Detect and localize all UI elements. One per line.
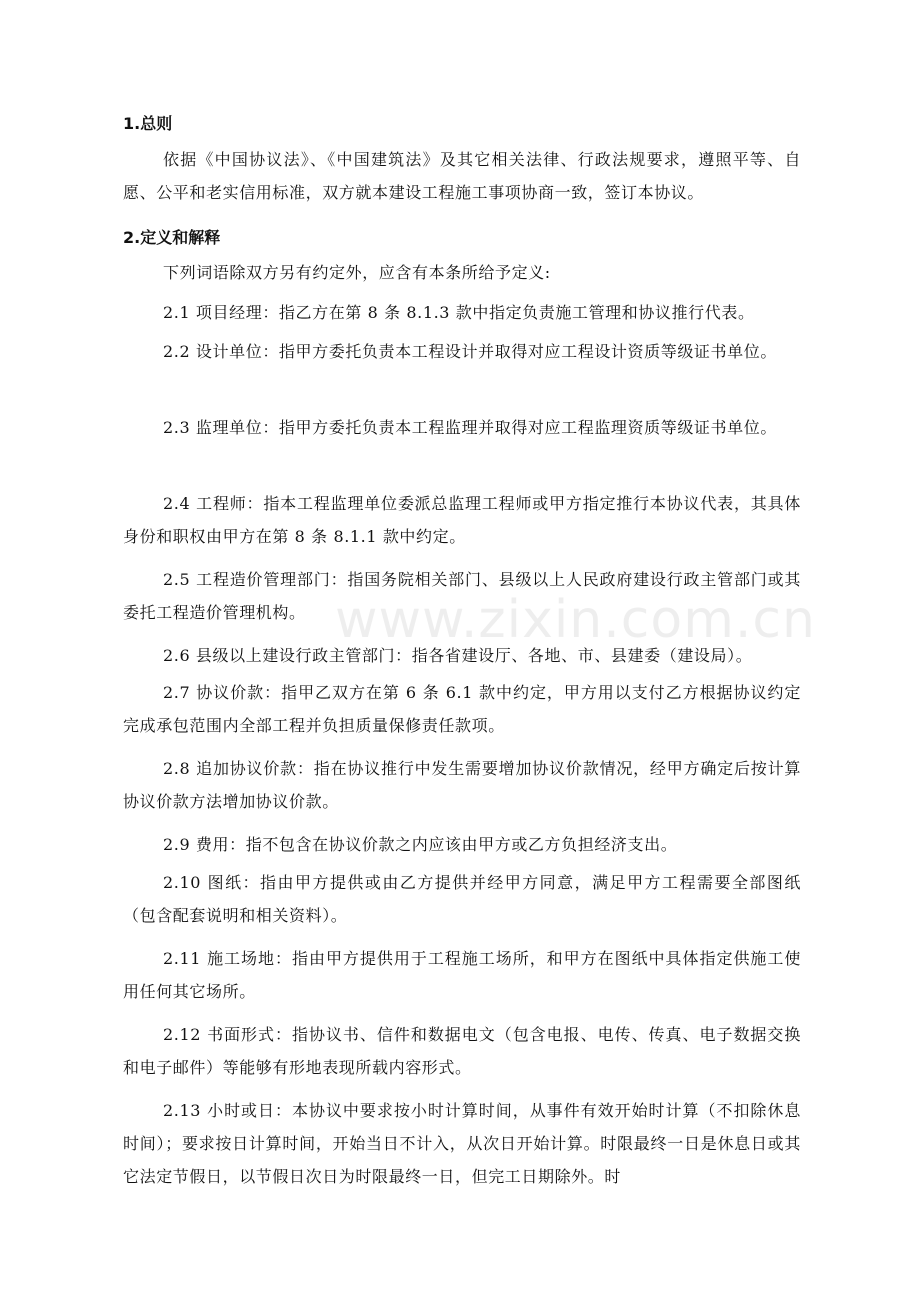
definition-2-10: 2.10 图纸：指由甲方提供或由乙方提供并经甲方同意，满足甲方工程需要全部图纸（包含配套说明和相关资料）。 — [123, 873, 801, 925]
section-1-title: 1.总则 — [123, 114, 173, 133]
definition-2-4: 2.4 工程师：指本工程监理单位委派总监理工程师或甲方指定推行本协议代表，其具体身份和职权由甲方在第 8 条 8.1.1 款中约定。 — [123, 494, 801, 546]
definition-2-11: 2.11 施工场地：指由甲方提供用于工程施工场所，和甲方在图纸中具体指定供施工使用任何其它场所。 — [123, 949, 801, 1001]
definition-2-9: 2.9 费用：指不包含在协议价款之内应该由甲方或乙方负担经济支出。 — [163, 835, 678, 854]
section-1-body: 依据《中国协议法》、《中国建筑法》及其它相关法律、行政法规要求，遵照平等、自愿、公平和老实信用标准，双方就本建设工程施工事项协商一致，签订本协议。 — [123, 150, 801, 202]
section-2-intro: 下列词语除双方另有约定外，应含有本条所给予定义: — [163, 263, 551, 282]
definition-2-7: 2.7 协议价款：指甲乙双方在第 6 条 6.1 款中约定，甲方用以支付乙方根据协议约定完成承包范围内全部工程并负担质量保修责任款项。 — [123, 683, 801, 735]
definition-2-12: 2.12 书面形式：指协议书、信件和数据电文（包含电报、电传、传真、电子数据交换和电子邮件）等能够有形地表现所载内容形式。 — [123, 1025, 801, 1077]
definition-2-2: 2.2 设计单位：指甲方委托负责本工程设计并取得对应工程设计资质等级证书单位。 — [163, 342, 777, 361]
definition-2-3: 2.3 监理单位：指甲方委托负责本工程监理并取得对应工程监理资质等级证书单位。 — [163, 418, 777, 437]
definition-2-8: 2.8 追加协议价款：指在协议推行中发生需要增加协议价款情况，经甲方确定后按计算协议价款方法增加协议价款。 — [123, 759, 801, 811]
definition-2-1: 2.1 项目经理：指乙方在第 8 条 8.1.3 款中指定负责施工管理和协议推行代表。 — [163, 303, 755, 322]
definition-2-5: 2.5 工程造价管理部门：指国务院相关部门、县级以上人民政府建设行政主管部门或其委托工程造价管理机构。 — [123, 570, 801, 622]
definition-2-6: 2.6 县级以上建设行政主管部门：指各省建设厅、各地、市、县建委（建设局）。 — [163, 646, 753, 665]
definition-2-13: 2.13 小时或日：本协议中要求按小时计算时间，从事件有效开始时计算（不扣除休息时间）；要求按日计算时间，开始当日不计入，从次日开始计算。时限最终一日是休息日或其它法定节假日，以节假日次日为时限最终一日，但完工日期除外。时 — [123, 1101, 801, 1186]
watermark: www.zixin.com.cn — [335, 590, 816, 650]
section-2-title: 2.定义和解释 — [123, 228, 221, 247]
